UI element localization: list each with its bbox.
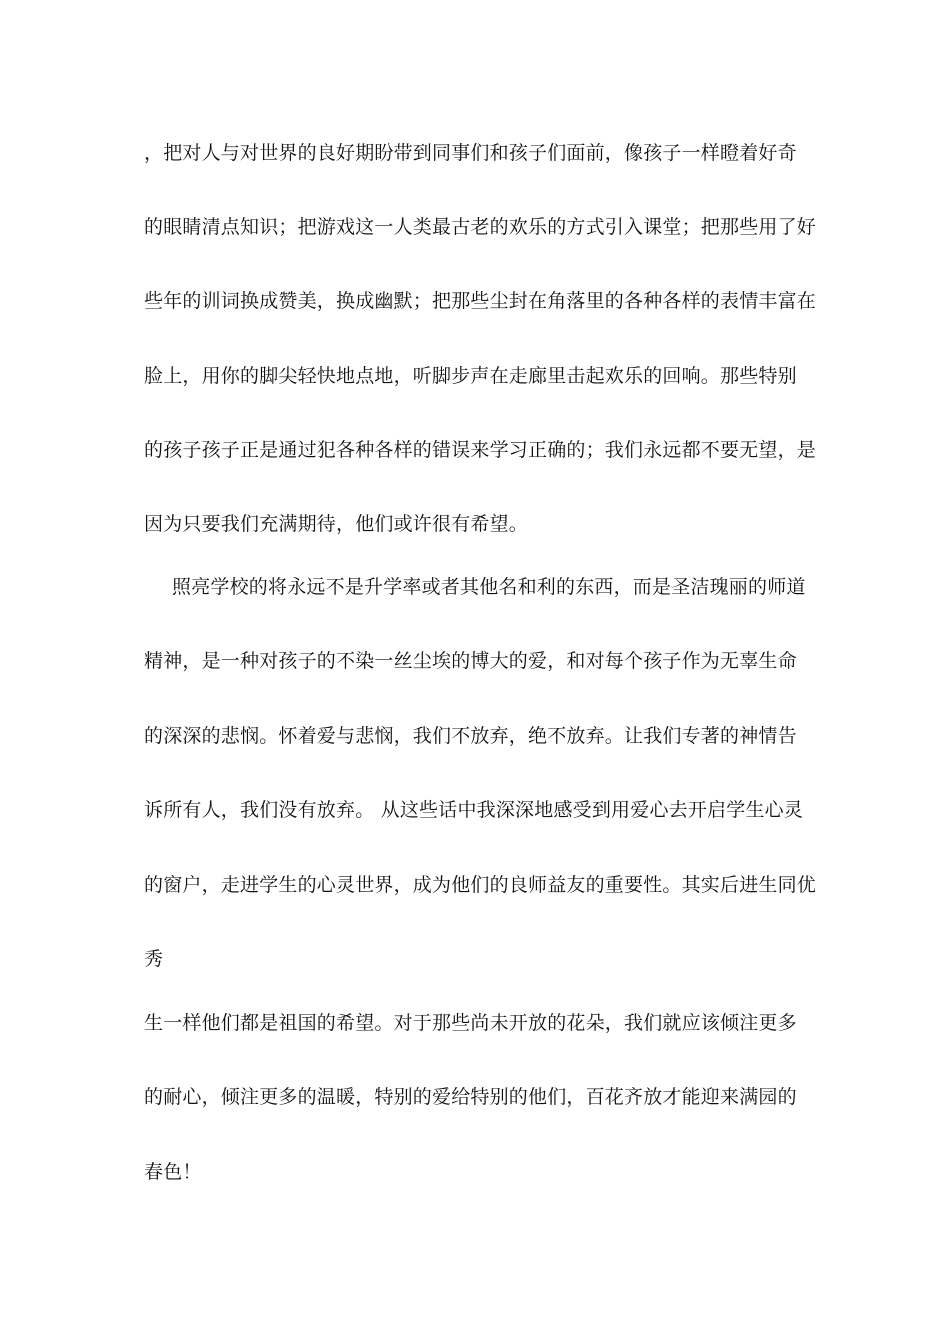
text-line: 的耐心，倾注更多的温暖，特别的爱给特别的他们，百花齐放才能迎来满园的 xyxy=(144,1086,797,1108)
text-line: 的眼睛清点知识；把游戏这一人类最古老的欢乐的方式引入课堂；把那些用了好 xyxy=(144,216,817,238)
text-line: 因为只要我们充满期待，他们或许很有希望。 xyxy=(144,513,529,535)
text-line: 秀 xyxy=(144,948,164,970)
text-line: 的窗户，走进学生的心灵世界，成为他们的良师益友的重要性。其实后进生同优 xyxy=(144,874,817,896)
text-line: 精神，是一种对孩子的不染一丝尘埃的博大的爱，和对每个孩子作为无辜生命 xyxy=(144,650,797,672)
text-line: 生一样他们都是祖国的希望。对于那些尚未开放的花朵，我们就应该倾注更多 xyxy=(144,1012,797,1034)
text-line: 的深深的悲悯。怀着爱与悲悯，我们不放弃，绝不放弃。让我们专著的神情告 xyxy=(144,725,797,747)
text-line: 的孩子孩子正是通过犯各种各样的错误来学习正确的；我们永远都不要无望，是 xyxy=(144,439,817,461)
text-line: 春色！ xyxy=(144,1161,202,1183)
text-line: 诉所有人，我们没有放弃。 从这些话中我深深地感受到用爱心去开启学生心灵 xyxy=(144,799,804,821)
text-line: ，把对人与对世界的良好期盼带到同事们和孩子们面前，像孩子一样瞪着好奇 xyxy=(144,142,797,164)
text-line: 些年的训词换成赞美，换成幽默；把那些尘封在角落里的各种各样的表情丰富在 xyxy=(144,290,817,312)
text-line: 脸上，用你的脚尖轻快地点地，听脚步声在走廊里击起欢乐的回响。那些特别 xyxy=(144,365,797,387)
paragraph-first-line: 照亮学校的将永远不是升学率或者其他名和利的东西，而是圣洁瑰丽的师道 xyxy=(172,576,806,598)
